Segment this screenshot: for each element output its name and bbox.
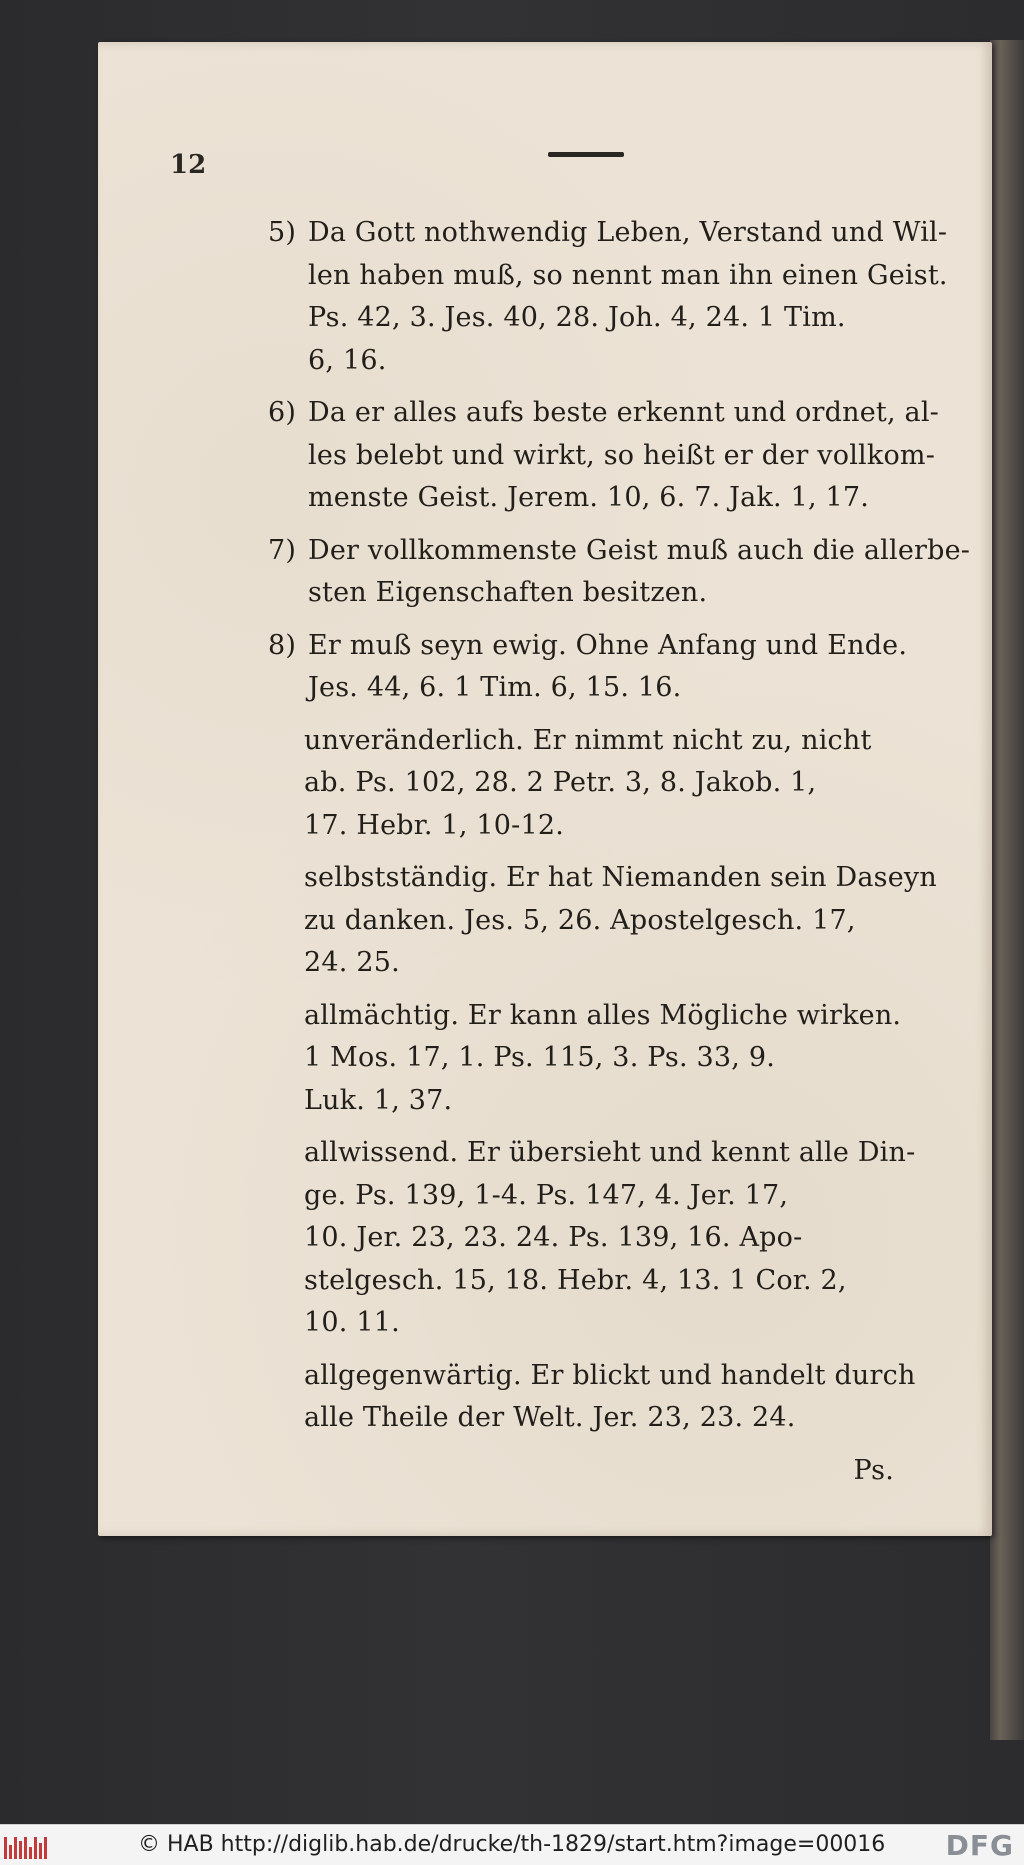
attribute-allmaechtig: [268, 995, 908, 1123]
attribute-allwissend: [268, 1132, 916, 1345]
text-line: ge. Ps. 139, 1-4. Ps. 147, 4. Jer. 17,: [304, 1179, 789, 1211]
paragraph-7: [268, 530, 971, 615]
text-line: les belebt und wirkt, so heißt er der vollkom-: [308, 439, 936, 471]
text-line: 10. 11.: [304, 1307, 400, 1338]
paragraph-number: 5): [268, 217, 297, 248]
hab-logo-icon: [4, 1833, 48, 1859]
text-line: Jes. 44, 6. 1 Tim. 6, 15. 16.: [308, 672, 682, 703]
text-line: Der vollkommenste Geist muß auch die allerbe-: [308, 534, 971, 566]
text-line: selbstständig. Er hat Niemanden sein Daseyn: [304, 862, 937, 893]
text-line: Da Gott nothwendig Leben, Verstand und Wil-: [308, 217, 948, 248]
text-line: Luk. 1, 37.: [304, 1084, 453, 1116]
attribute-allgegenwaertig: [268, 1355, 916, 1440]
footer-bar: [0, 1824, 1024, 1865]
text-line: zu danken. Jes. 5, 26. Apostelgesch. 17,: [304, 904, 856, 936]
text-line: 1 Mos. 17, 1. Ps. 115, 3. Ps. 33, 9.: [304, 1042, 775, 1073]
page-text: [268, 212, 971, 1492]
catchword: Ps.: [853, 1454, 894, 1486]
text-line: sten Eigenschaften besitzen.: [308, 577, 708, 608]
dfg-logo: DFG: [945, 1829, 1014, 1862]
paragraph-8: [268, 625, 908, 710]
text-line: alle Theile der Welt. Jer. 23, 23. 24.: [304, 1402, 796, 1433]
text-line: len haben muß, so nennt man ihn einen Geist.: [308, 259, 948, 291]
text-line: 17. Hebr. 1, 10-12.: [304, 809, 564, 841]
attribute-selbststaendig: [268, 857, 937, 985]
text-line: Ps. 42, 3. Jes. 40, 28. Joh. 4, 24. 1 Tim.: [308, 302, 846, 333]
text-line: allgegenwärtig. Er blickt und handelt durch: [304, 1359, 916, 1391]
header-rule: [548, 152, 624, 157]
text-line: 24. 25.: [304, 947, 400, 978]
text-line: allmächtig. Er kann alles Mögliche wirken.: [304, 999, 902, 1031]
paragraph-5: [268, 212, 948, 382]
text-line: 10. Jer. 23, 23. 24. Ps. 139, 16. Apo-: [304, 1222, 803, 1253]
paragraph-number: 7): [268, 534, 297, 566]
copyright-link[interactable]: © HAB http://diglib.hab.de/drucke/th-1829/start.htm?image=00016: [138, 1832, 886, 1857]
text-line: Da er alles aufs beste erkennt und ordnet, al-: [308, 397, 939, 428]
book-edge: [990, 40, 1024, 1740]
paragraph-6: [268, 392, 939, 520]
paragraph-number: 6): [268, 397, 297, 428]
text-line: Er muß seyn ewig. Ohne Anfang und Ende.: [308, 629, 908, 661]
text-line: allwissend. Er übersieht und kennt alle Din-: [304, 1137, 916, 1168]
text-line: ab. Ps. 102, 28. 2 Petr. 3, 8. Jakob. 1,: [304, 767, 817, 798]
attribute-unveraenderlich: [268, 720, 908, 848]
text-line: stelgesch. 15, 18. Hebr. 4, 13. 1 Cor. 2,: [304, 1264, 847, 1296]
text-line: menste Geist. Jerem. 10, 6. 7. Jak. 1, 17.: [308, 482, 870, 513]
page-number: 12: [170, 150, 207, 180]
paragraph-number: 8): [268, 629, 297, 661]
text-line: 6, 16.: [308, 344, 387, 376]
text-line: unveränderlich. Er nimmt nicht zu, nicht: [304, 724, 872, 756]
